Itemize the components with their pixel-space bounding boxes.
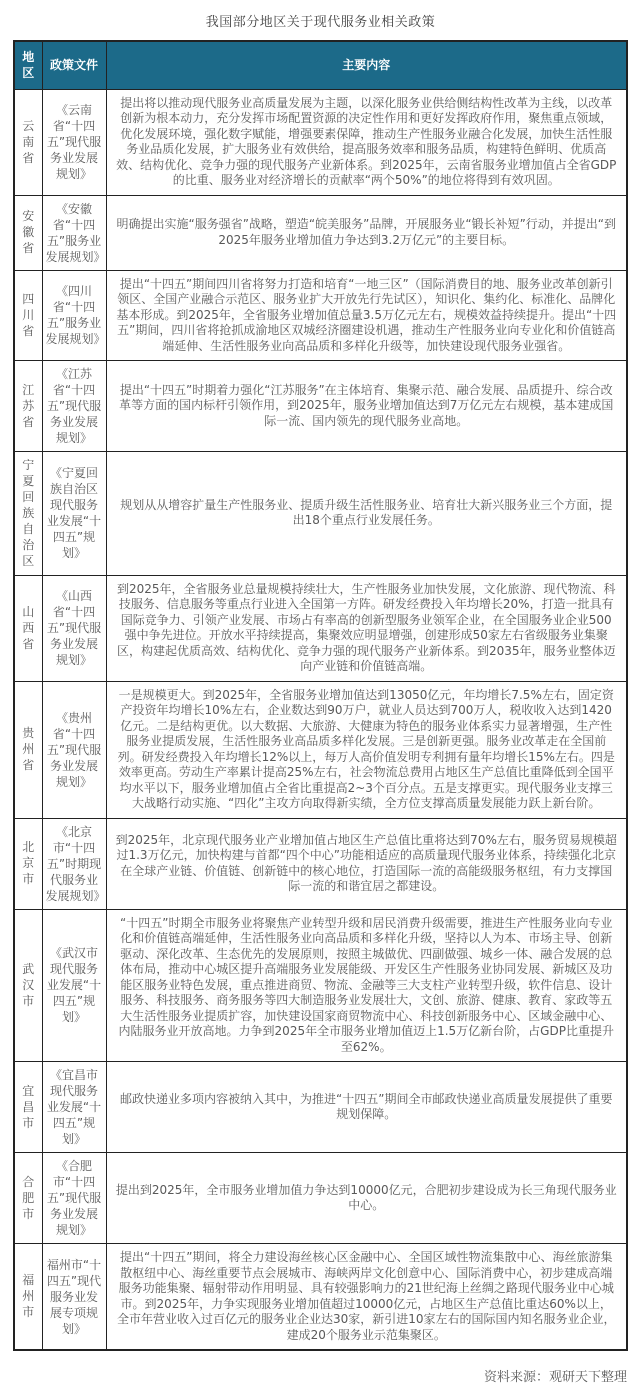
table-row xyxy=(14,452,627,576)
table-header xyxy=(14,41,627,89)
content-cell: 提出“十四五”时期着力强化“江苏服务”在主体培育、集聚示范、融合发展、品质提升、综合改革等方面的国内标杆引领作用，到2025年，服务业增加值达到7万亿元左右规模，基本建成国际一流、国内领先的现代服务业高地。 xyxy=(106,361,627,452)
region-label: 安徽省 xyxy=(22,209,35,256)
region-cell xyxy=(14,575,42,681)
region-cell xyxy=(14,1153,42,1244)
content-cell: 到2025年，北京现代服务业产业增加值占地区生产总值比重将达到70%左右，服务贸易规模超过1.3万亿元，加快构建与首都“四个中心”功能相适应的高质量现代服务业体系，持续强化北京在全球产业链、价值链、创新链中的核心地位，打造国际一流的高能级服务枢纽，有力支撑国际一流的和谐宜居之都建设。 xyxy=(106,818,627,909)
table-body xyxy=(14,89,627,1350)
policy-doc-cell: 《武汉市现代服务业发展“十四五”规划》 xyxy=(42,909,106,1062)
page-title: 我国部分地区关于现代服务业相关政策 xyxy=(205,15,436,30)
region-label: 宁夏回族自治区 xyxy=(22,458,35,568)
col-header-region xyxy=(14,41,42,89)
col-header-main-content: 主要内容 xyxy=(106,41,627,89)
table-row xyxy=(14,361,627,452)
policy-doc-cell: 《北京市“十四五”时期现代服务业发展规划》 xyxy=(42,818,106,909)
content-cell: 规划从从增容扩量生产性服务业、提质升级生活性服务业、培育壮大新兴服务业三个方面，提出18个重点行业发展任务。 xyxy=(106,452,627,576)
policy-doc-cell: 《宜昌市现代服务业发展“十四五”规划》 xyxy=(42,1062,106,1153)
region-cell xyxy=(14,89,42,195)
region-cell xyxy=(14,909,42,1062)
content-cell: 提出“十四五”期间四川省将努力打造和培育“一地三区”（国际消费目的地、服务业改革创新引领区、全国产业融合示范区、服务业扩大开放先行先试区），知识化、集约化、标准化、品牌化基本形成。到2025年，全省服务业增加值总量3.5万亿元左右，规模效益持续提升。提出“十四五”期间，四川省将抢抓成渝地区双城经济圈建设机遇，推动生产性服务业向专业化和价值链高端延伸、生活性服务业向高品质和多样化升级等，加快建设现代服务业强省。 xyxy=(106,270,627,361)
region-label: 江苏省 xyxy=(22,382,35,429)
region-label: 贵州省 xyxy=(22,726,35,773)
policy-doc-cell: 《贵州省“十四五”现代服务业发展规划》 xyxy=(42,681,106,818)
content-cell: “十四五”时期全市服务业将聚焦产业转型升级和居民消费升级需要，推进生产性服务业向专业化和价值链高端延伸，生活性服务业向高品质和多样化升级，坚持以人为本、市场主导、创新驱动、深化改革、生态优先的发展原则，按照主城做优、四副做强、城乡一体、融合发展的总体布局，推动中心城区提升高端服务业发展能级、开发区生产性服务业协同发展、新城区及功能区服务业特色发展，重点推进商贸、物流、金融等三大支柱产业转型升级，软件信息、设计服务、科技服务、商务服务等四大制造服务业发展壮大，文创、旅游、健康、教育、家政等五大生活性服务业提质扩容，加快建设国家商贸物流中心、科技创新服务中心、区域金融中心、内陆服务业开放高地。力争到2025年全市服务业增加值迈上1.5万亿新台阶，占GDP比重提升至62%。 xyxy=(106,909,627,1062)
region-cell xyxy=(14,1244,42,1351)
col-header-policy-doc: 政策文件 xyxy=(42,41,106,89)
table-row xyxy=(14,681,627,818)
table-row xyxy=(14,195,627,270)
content-cell: 提出将以推动现代服务业高质量发展为主题，以深化服务业供给侧结构性改革为主线，以改革创新为根本动力，充分发挥市场配置资源的决定性作用和更好发挥政府作用，聚焦重点领域，优化发展环境，强化数字赋能，增强要素保障，推动生产性服务业融合化发展，加快生活性服务业品质化发展，扩大服务业有效供给，提高服务效率和服务品质，构建特色鲜明、优质高效、结构优化、竞争力强的现代服务产业新体系。到2025年，云南省服务业增加值占全省GDP的比重、服务业对经济增长的贡献率“两个50%”的地位将得到有效巩固。 xyxy=(106,89,627,195)
table-row xyxy=(14,1244,627,1351)
content-cell: 提出到2025年，全市服务业增加值力争达到10000亿元，合肥初步建设成为长三角现代服务业中心。 xyxy=(106,1153,627,1244)
region-cell xyxy=(14,195,42,270)
table-row xyxy=(14,909,627,1062)
region-label: 四川省 xyxy=(22,292,35,338)
region-cell xyxy=(14,681,42,818)
policy-doc-cell: 《山西省“十四五”现代服务业发展规划》 xyxy=(42,575,106,681)
policy-doc-cell: 《安徽省“十四五”服务业发展规划》 xyxy=(42,195,106,270)
col-header-region-label: 地区 xyxy=(22,50,35,81)
region-label: 宜昌市 xyxy=(22,1083,35,1130)
region-cell xyxy=(14,361,42,452)
policy-doc-cell: 福州市“十四五”现代服务业发展专项规划》 xyxy=(42,1244,106,1351)
policy-doc-cell: 《江苏省“十四五”现代服务业发展规划》 xyxy=(42,361,106,452)
table-row xyxy=(14,1153,627,1244)
policy-doc-cell: 《四川省“十四五”服务业发展规划》 xyxy=(42,270,106,361)
region-cell xyxy=(14,270,42,361)
region-label: 北京市 xyxy=(22,840,35,887)
table-row xyxy=(14,1062,627,1153)
source-note: 资料来源：观研天下整理 xyxy=(483,1370,627,1385)
region-cell xyxy=(14,1062,42,1153)
table-row xyxy=(14,818,627,909)
header-row xyxy=(14,41,627,89)
policy-doc-cell: 《云南省“十四五”现代服务业发展规划》 xyxy=(42,89,106,195)
content-cell: 到2025年，全省服务业总量规模持续壮大，生产性服务业加快发展，文化旅游、现代物流、科技服务、信息服务等重点行业进入全国第一方阵。研发经费投入年均增长20%，打造一批具有国际竞争力、引领产业发展、市场占有率高的创新型服务业领军企业，在全国服务业企业500强中争先进位。开放水平持续提高，集聚效应明显增强，创建形成50家左右省级服务业集聚区，构建起优质高效、结构优化、竞争力强的现代服务产业新体系。到2035年，服务业整体迈向产业链和价值链高端。 xyxy=(106,575,627,681)
region-cell xyxy=(14,818,42,909)
region-label: 福州市 xyxy=(22,1273,35,1320)
table-row xyxy=(14,89,627,195)
region-label: 合肥市 xyxy=(22,1174,35,1221)
content-cell: 明确提出实施“服务强省”战略，塑造“皖美服务”品牌，开展服务业“锻长补短”行动，并提出“到2025年服务业增加值力争达到3.2万亿元”的主要目标。 xyxy=(106,195,627,270)
policy-doc-cell: 《宁夏回族自治区现代服务业发展“十四五”规划》 xyxy=(42,452,106,576)
table-row xyxy=(14,575,627,681)
region-label: 武汉市 xyxy=(22,962,35,1008)
region-cell xyxy=(14,452,42,576)
content-cell: 一是规模更大。到2025年，全省服务业增加值达到13050亿元，年均增长7.5%左右，固定资产投资年均增长10%左右，企业数达到90万户，就业人员达到700万人，税收收入达到1420亿元。二是结构更优。以大数据、大旅游、大健康为特色的服务业体系实力显著增强，生产性服务业提质发展，生活性服务业高品质多样化发展。三是创新更强。服务业改革走在全国前列。研发经费投入年均增长12%以上，每万人高价值发明专利拥有量年均增长15%左右。四是效率更高。劳动生产率累计提高25%左右，社会物流总费用占地区生产总值比重降低到全国平均水平以下，服务业增加值占全省比重提高2~3个百分点。五是支撑更实。现代服务业支撑三大战略行动实施、“四化”主攻方向取得新实绩，全方位支撑高质量发展能力跃上新台阶。 xyxy=(106,681,627,818)
policy-doc-cell: 《合肥市“十四五”现代服务业发展规划》 xyxy=(42,1153,106,1244)
policy-table xyxy=(13,40,628,1351)
content-cell: 提出“十四五”期间，将全力建设海丝核心区金融中心、全国区域性物流集散中心、海丝旅游集散枢纽中心、海丝重要节点会展城市、海峡两岸文化创意中心、国际消费中心，初步建成高端服务功能集聚、辐射带动作用明显、具有较强影响力的21世纪海上丝绸之路现代服务业中心城市。到2025年，力争实现服务业增加值超过10000亿元，占地区生产总值比重达60%以上，全市年营业收入过百亿元的服务业企业达30家，新引进10家左右的国际国内知名服务业企业，建成20个服务业示范集聚区。 xyxy=(106,1244,627,1351)
region-label: 山西省 xyxy=(22,604,35,651)
region-label: 云南省 xyxy=(22,118,35,165)
table-row xyxy=(14,270,627,361)
content-cell: 邮政快递业多项内容被纳入其中，为推进“十四五”期间全市邮政快递业高质量发展提供了重要规划保障。 xyxy=(106,1062,627,1153)
